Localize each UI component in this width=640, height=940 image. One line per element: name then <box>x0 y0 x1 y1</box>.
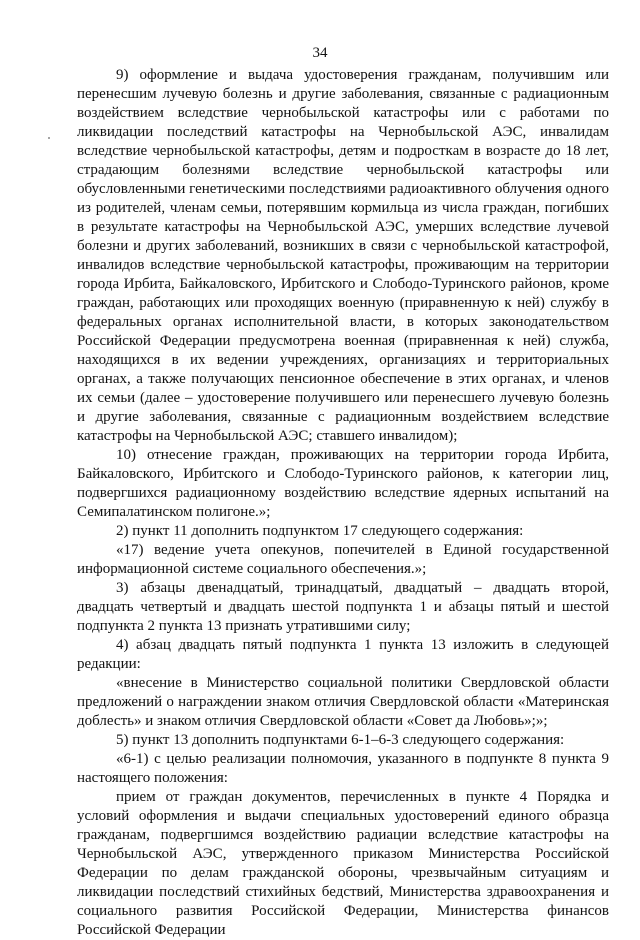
paragraph-amendment-3: 3) абзацы двенадцатый, тринадцатый, двадцатый – двадцать второй, двадцать четвертый и двадцать шестой подпункта 1 и абзацы пятый и шестой подпункта 2 пункта 13 признать утратившими силу; <box>77 580 609 634</box>
paragraph-subitem-6-1: «6-1) с целью реализации полномочия, указанного в подпункте 8 пункта 9 настоящего положения: <box>77 751 609 786</box>
paragraph-document-intake: прием от граждан документов, перечисленных в пункте 4 Порядка и условий оформления и выдачи специальных удостоверений единого образца гражданам, подвергшимся воздействию радиации вследствие катастрофы на Чернобыльской АЭС, утвержденного приказом Министерства Российской Федерации по делам гражданской обороны, чрезвычайным ситуациям и ликвидации последствий стихийных бедствий, Министерства здравоохранения и социального развития Российской Федерации, Министерства финансов Российской Федерации <box>77 789 609 938</box>
page-number: 34 <box>312 45 328 61</box>
paragraph-subitem-17: «17) ведение учета опекунов, попечителей в Единой государственной информационной системе социального обеспечения.»; <box>77 542 609 577</box>
paragraph-item-10: 10) отнесение граждан, проживающих на территории города Ирбита, Байкаловского, Ирбитского и Слободо-Туринского районов, к категории лиц, подвергшихся радиационному воздействию вследствие ядерных испытаний на Семипалатинском полигоне.»; <box>77 447 609 520</box>
paragraph-amendment-4: 4) абзац двадцать пятый подпункта 1 пункта 13 изложить в следующей редакции: <box>77 637 609 672</box>
document-body <box>77 66 609 940</box>
paragraph-item-9: 9) оформление и выдача удостоверения гражданам, получившим или перенесшим лучевую болезнь и другие заболевания, связанные с радиационным воздействием вследствие чернобыльской катастрофы или с работами по ликвидации последствий катастрофы на Чернобыльской АЭС, инвалидам вследствие чернобыльской катастрофы, детям и подросткам в возрасте до 18 лет, страдающим болезнями вследствие чернобыльской катастрофы или обусловленными генетическими последствиями радиоактивного облучения одного из родителей, членам семьи, потерявшим кормильца из числа граждан, погибших в результате катастрофы на Чернобыльской АЭС, умерших вследствие лучевой болезни и других заболеваний, возникших в связи с чернобыльской катастрофой, инвалидов вследствие чернобыльской катастрофы, проживающим на территории города Ирбита, Байкаловского, Ирбитского и Слободо-Туринского районов, кроме граждан, работающих или проходящих военную (приравненную к ней) службу в федеральных органах исполнительной власти, в которых законодательством Российской Федерации предусмотрена военная (приравненная к ней) служба, находящихся в их ведении учреждениях, организациях и территориальных органах, а также получающих пенсионное обеспечение в этих органах, и членов их семьи (далее – удостоверение получившего или перенесшего лучевую болезнь и другие заболевания, связанные с радиационным воздействием вследствие катастрофы на Чернобыльской АЭС; ставшего инвалидом); <box>77 67 609 444</box>
paragraph-new-wording: «внесение в Министерство социальной политики Свердловской области предложений о награждении знаком отличия Свердловской области «Материнская доблесть» и знаком отличия Свердловской области «Совет да Любовь»;»; <box>77 675 609 729</box>
paragraph-amendment-5: 5) пункт 13 дополнить подпунктами 6-1–6-3 следующего содержания: <box>116 732 565 748</box>
margin-mark <box>48 137 50 139</box>
paragraph-amendment-2: 2) пункт 11 дополнить подпунктом 17 следующего содержания: <box>116 523 524 539</box>
